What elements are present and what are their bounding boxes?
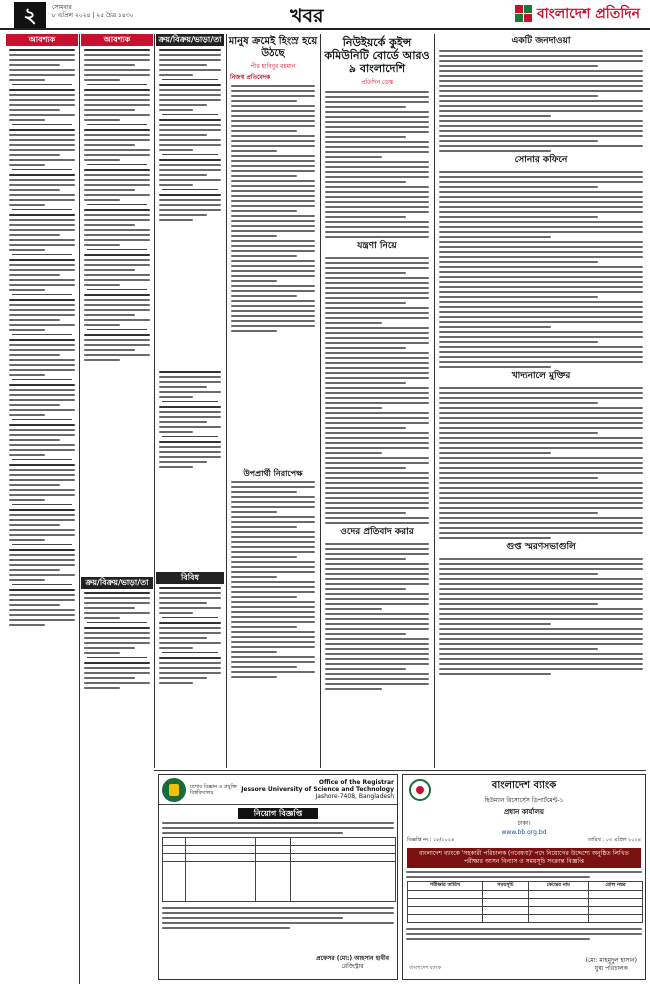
classified-heading: ক্রয়/বিক্রয়/ভাড়া/তা (81, 577, 153, 589)
day-label: সোমবার (52, 4, 72, 11)
table-header: রোল নম্বর (588, 882, 642, 891)
classified-column-1 (6, 34, 78, 984)
positions-table (162, 837, 396, 902)
signatory-designation: যুগ্ম পরিচালক (594, 965, 628, 972)
section-title: খবর (290, 5, 324, 27)
story-headline[interactable]: একটি জনদাওয়া (511, 36, 571, 46)
university-bn-name: যশোর বিজ্ঞান ও প্রযুক্তি বিশ্ববিদ্যালয় (190, 783, 237, 796)
signatory-name: (মো: মাহমুদুল হাসান) (585, 957, 637, 964)
university-name: Jessore University of Science and Technology (241, 786, 394, 793)
column-rule (434, 34, 435, 768)
story-subhead: নিজস্ব প্রতিবেদক (230, 74, 271, 81)
column-rule (79, 34, 80, 984)
misc-heading: বিবিধ (156, 572, 224, 584)
date-block (52, 4, 134, 20)
brand-name: বাংলাদেশ প্রতিদিন (536, 6, 640, 22)
classified-heading: ক্রয়/বিক্রয়/ভাড়া/তা (156, 34, 224, 46)
column-rule (226, 34, 227, 768)
bank-division: হিউম্যান রিসোর্সেস ডিপার্টমেন্ট-১ (484, 797, 564, 804)
logo-mark-icon (515, 5, 533, 23)
story-subheadline[interactable]: যন্ত্রণা নিয়ে (357, 241, 397, 251)
column-rule (320, 34, 321, 768)
bank-footer: বাংলাদেশ ব্যাংক (409, 965, 442, 971)
bank-notice-headline: বাংলাদেশ ব্যাংকে 'সহকারী পরিচালক (গবেষণা)' পদে নিয়োগের উদ্দেশ্যে অনুষ্ঠিত লিখিত পরীক্ষার আসন বিন্যাস ও সময়সূচি সংক্রান্ত বিজ্ঞপ্তি (407, 848, 641, 868)
bank-office: প্রধান কার্যালয় (503, 808, 545, 816)
classified-column-3 (156, 34, 224, 364)
brand-logo[interactable] (515, 3, 640, 25)
story-subheadline[interactable]: ওদের প্রতিবাদ করার (340, 527, 414, 537)
classified-heading: আবশ্যক (6, 34, 78, 46)
bank-notice-ad (402, 774, 646, 980)
story-headline[interactable]: উপপ্রার্থী নিরাপেক্ষ (243, 468, 303, 478)
story-byline: প্রতিদিন ডেস্ক (360, 79, 394, 86)
story-human (228, 34, 318, 464)
date-label: ৮ এপ্রিল ২০২৪ | ২৫ চৈত্র ১৪৩০ (52, 12, 134, 19)
bank-website-link[interactable]: www.bb.org.bd (501, 829, 547, 836)
table-header: পরীক্ষার তারিখ (408, 882, 483, 891)
story-headline[interactable]: খাদ্যনালে মুক্তির (511, 371, 571, 381)
column-rule (154, 34, 155, 768)
classified-column-2b (81, 577, 153, 767)
table-header: কেন্দ্রের নাম (528, 882, 588, 891)
story-headline[interactable]: মানুষ ক্রমেই হিংস্র হয়ে উঠছে (228, 36, 318, 59)
university-address: Jashore-7408, Bangladesh (315, 793, 394, 800)
table-header: সময়সূচি (483, 882, 529, 891)
classified-text-block (6, 46, 78, 626)
bank-name: বাংলাদেশ ব্যাংক (491, 780, 557, 791)
university-seal-icon (162, 778, 186, 802)
story-byline: পীর হাবিবুর রহমান (250, 63, 296, 70)
story-uprising (228, 468, 318, 768)
seat-plan-table (407, 881, 643, 923)
classified-heading: আবশ্যক (81, 34, 153, 46)
masthead (0, 0, 650, 30)
bank-emblem-icon (409, 779, 431, 801)
bank-city: ঢাকা। (517, 820, 531, 827)
classified-column-2 (81, 34, 153, 574)
classified-column-3-continued (156, 368, 224, 568)
notice-date: তারিখ : ০৩ এপ্রিল ২০২৪ (588, 837, 641, 843)
notice-number: বিজ্ঞপ্তি নং : ১৮/২০২৪ (407, 837, 455, 843)
page-number: ২ (14, 2, 46, 28)
story-headline[interactable]: গুপ্ত স্মরণসভাগুলি (506, 542, 576, 552)
registrar-name: প্রফেসর (মো:) আহসান হাবীব (316, 955, 389, 962)
university-recruitment-ad (158, 774, 398, 980)
registrar-title: রেজিস্ট্রার (341, 963, 364, 970)
recruitment-title: নিয়োগ বিজ্ঞপ্তি (238, 808, 318, 819)
misc-column (156, 572, 224, 767)
story-right-column (436, 34, 646, 768)
registrar-office: Office of the Registrar (318, 779, 394, 786)
horizontal-rule (154, 770, 646, 771)
story-headline[interactable]: নিউইয়র্কে কুইন্স কমিউনিটি বোর্ডে আরও ৯ বাংলাদেশি (324, 36, 430, 75)
story-headline[interactable]: সোনার কফিনে (514, 155, 568, 165)
story-newyork (322, 34, 432, 768)
